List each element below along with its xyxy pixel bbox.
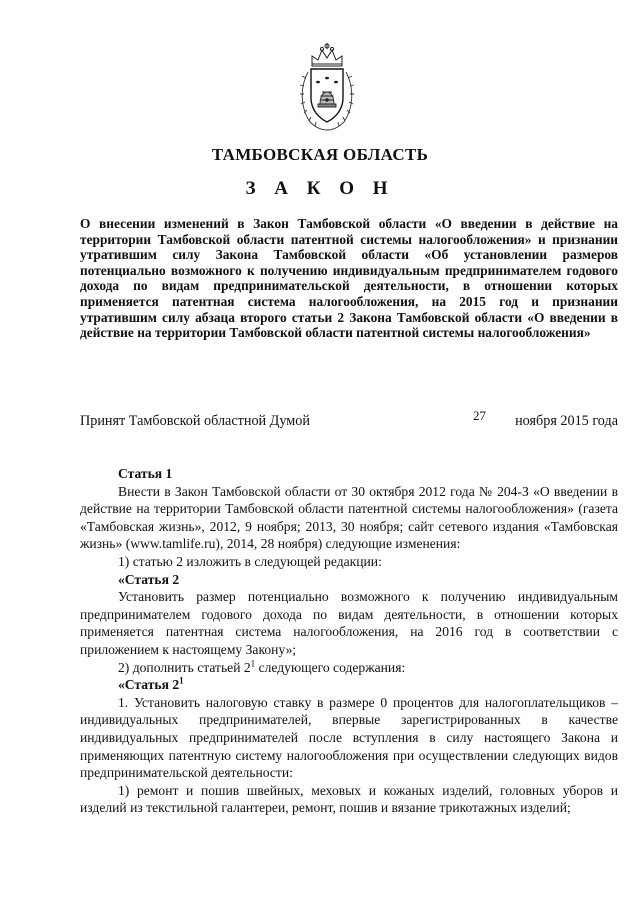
adoption-day: 27 (473, 408, 486, 423)
item-1: 1) статью 2 изложить в следующей редакции: (118, 553, 382, 569)
article-1-heading: Статья 1 (118, 466, 173, 481)
article-2-1-sup: 1 (179, 675, 184, 686)
region-name: ТАМБОВСКАЯ ОБЛАСТЬ (211, 145, 429, 164)
article-1-intro: Внести в Закон Тамбовской области от 30 октября 2012 года № 204-З «О введении в действие на территории Тамбовской области патентной системы налогообложения» (газета «Тамбовская жизнь», 2012, 9 ноября; 2013, 30 ноября; сайт сетевого издания «Тамбовская жизнь» (www.tamlife.ru), 2014, 28 ноября) следующие изменения: (80, 483, 618, 552)
item-2 (80, 659, 618, 677)
item-2-post: следующего содержания: (255, 659, 406, 675)
document-type: З А К О Н (245, 178, 395, 199)
adopted-by: Принят Тамбовской областной Думой (80, 413, 310, 429)
article-2-1-paragraph-1: 1. Установить налоговую ставку в размере 0 процентов для налогоплательщиков – индивидуальных предпринимателей, впервые зарегистрированных в качестве индивидуальных предпринимателей после вступления в силу настоящего Закона и применяющих патентную систему налогообложения при осуществлении следующих видов предпринимательской деятельности: (80, 694, 618, 781)
law-title: О внесении изменений в Закон Тамбовской области «О введении в действие на территории Тамбовской области патентной системы налогообложения» и признании утратившим силу Закона Тамбовской области «Об установлении размеров потенциально возможного к получению индивидуальным предпринимателем годового дохода по видам предпринимательской деятельности, в отношении которых применяется патентная система налогообложения, на 2015 год и признании утратившим силу абзаца второго статьи 2 Закона Тамбовской области «О введении в действие на территории Тамбовской области патентной системы налогообложения» (80, 216, 618, 341)
law-body (80, 465, 618, 817)
adoption-date: ноября 2015 года (515, 413, 618, 429)
coat-of-arms-emblem (296, 42, 358, 132)
adoption-line (80, 408, 618, 433)
article-2-heading: «Статья 2 (118, 571, 180, 587)
article-2-1-heading (80, 676, 618, 694)
article-2-text: Установить размер потенциально возможного к получению индивидуальным предпринимателем годового дохода по видам деятельности, в отношении которых применяется патентная система налогообложения, на 2016 год в соответствии с приложением к настоящему Закону»; (80, 589, 618, 657)
item-2-sup: 1 (250, 658, 256, 668)
article-2-1-heading-text: «Статья 2 (118, 677, 180, 693)
article-2-1-subitem-1: 1) ремонт и пошив швейных, меховых и кожаных изделий, головных уборов и изделий из текстильной галантереи, ремонт, пошив и вязание трикотажных изделий; (80, 782, 618, 816)
item-2-pre: 2) дополнить статьей 2 (118, 659, 251, 675)
